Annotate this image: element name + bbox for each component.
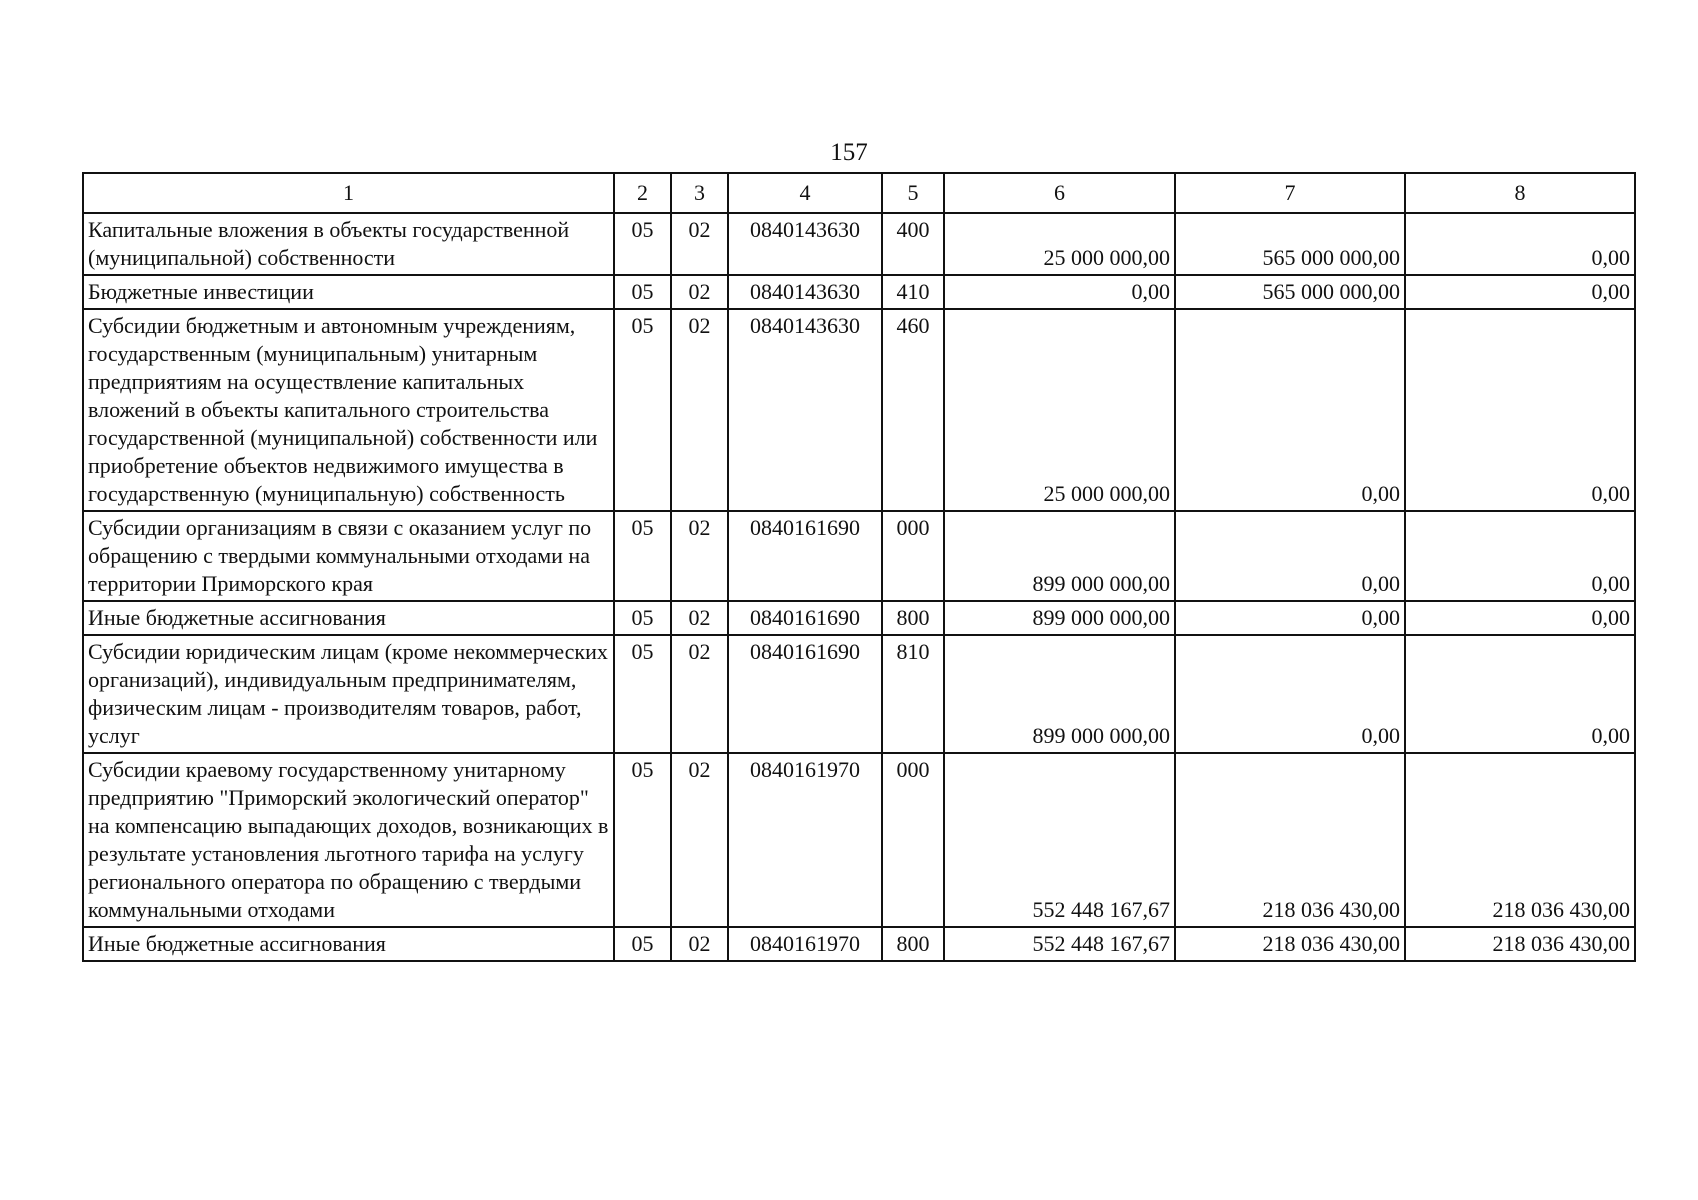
row-name: Субсидии организациям в связи с оказанием услуг по обращению с твердыми коммунальными отходами на территории Приморского края <box>83 511 614 601</box>
row-amount-7: 0,00 <box>1175 309 1405 511</box>
header-row <box>83 173 1635 213</box>
row-type: 410 <box>882 275 944 309</box>
row-name: Иные бюджетные ассигнования <box>83 927 614 961</box>
row-subsection: 02 <box>671 753 728 927</box>
row-target: 0840161690 <box>728 635 882 753</box>
row-subsection: 02 <box>671 511 728 601</box>
row-amount-7: 0,00 <box>1175 511 1405 601</box>
row-amount-7: 0,00 <box>1175 635 1405 753</box>
row-section: 05 <box>614 753 671 927</box>
row-amount-8: 218 036 430,00 <box>1405 753 1635 927</box>
row-target: 0840161970 <box>728 927 882 961</box>
row-type: 800 <box>882 927 944 961</box>
row-amount-6: 899 000 000,00 <box>944 511 1175 601</box>
table-row <box>83 511 1635 601</box>
row-type: 400 <box>882 213 944 275</box>
row-subsection: 02 <box>671 927 728 961</box>
row-subsection: 02 <box>671 601 728 635</box>
row-subsection: 02 <box>671 635 728 753</box>
table-row <box>83 213 1635 275</box>
budget-table <box>82 172 1636 962</box>
row-subsection: 02 <box>671 275 728 309</box>
page-number: 157 <box>830 139 868 166</box>
row-name: Субсидии бюджетным и автономным учреждениям, государственным (муниципальным) унитарным предприятиям на осуществление капитальных вложений в объекты капитального строительства государственной (муниципальной) собственности или приобретение объектов недвижимого имущества в государственную (муниципальную) собственность <box>83 309 614 511</box>
row-section: 05 <box>614 275 671 309</box>
row-name: Бюджетные инвестиции <box>83 275 614 309</box>
header-col-2: 2 <box>614 173 671 213</box>
row-type: 810 <box>882 635 944 753</box>
row-amount-7: 0,00 <box>1175 601 1405 635</box>
table-row <box>83 753 1635 927</box>
header-col-4: 4 <box>728 173 882 213</box>
row-target: 0840161970 <box>728 753 882 927</box>
table-row <box>83 601 1635 635</box>
row-name: Субсидии юридическим лицам (кроме некоммерческих организаций), индивидуальным предпринимателям, физическим лицам - производителям товаров, работ, услуг <box>83 635 614 753</box>
table-row <box>83 309 1635 511</box>
row-section: 05 <box>614 635 671 753</box>
row-section: 05 <box>614 927 671 961</box>
row-section: 05 <box>614 601 671 635</box>
row-amount-8: 0,00 <box>1405 213 1635 275</box>
row-amount-6: 899 000 000,00 <box>944 635 1175 753</box>
row-amount-8: 0,00 <box>1405 309 1635 511</box>
row-name: Капитальные вложения в объекты государственной (муниципальной) собственности <box>83 213 614 275</box>
row-type: 460 <box>882 309 944 511</box>
row-name: Иные бюджетные ассигнования <box>83 601 614 635</box>
row-amount-7: 218 036 430,00 <box>1175 927 1405 961</box>
row-amount-6: 552 448 167,67 <box>944 753 1175 927</box>
row-amount-7: 218 036 430,00 <box>1175 753 1405 927</box>
row-amount-6: 552 448 167,67 <box>944 927 1175 961</box>
header-col-8: 8 <box>1405 173 1635 213</box>
row-target: 0840143630 <box>728 275 882 309</box>
row-subsection: 02 <box>671 213 728 275</box>
row-target: 0840161690 <box>728 601 882 635</box>
row-type: 800 <box>882 601 944 635</box>
row-amount-8: 0,00 <box>1405 275 1635 309</box>
row-type: 000 <box>882 753 944 927</box>
table-row <box>83 275 1635 309</box>
row-section: 05 <box>614 213 671 275</box>
row-amount-6: 25 000 000,00 <box>944 213 1175 275</box>
row-amount-7: 565 000 000,00 <box>1175 213 1405 275</box>
row-amount-6: 0,00 <box>944 275 1175 309</box>
table-row <box>83 927 1635 961</box>
row-subsection: 02 <box>671 309 728 511</box>
row-section: 05 <box>614 511 671 601</box>
row-target: 0840161690 <box>728 511 882 601</box>
header-col-1: 1 <box>83 173 614 213</box>
row-section: 05 <box>614 309 671 511</box>
row-target: 0840143630 <box>728 213 882 275</box>
row-amount-6: 899 000 000,00 <box>944 601 1175 635</box>
row-amount-6: 25 000 000,00 <box>944 309 1175 511</box>
row-type: 000 <box>882 511 944 601</box>
header-col-5: 5 <box>882 173 944 213</box>
row-amount-7: 565 000 000,00 <box>1175 275 1405 309</box>
header-col-6: 6 <box>944 173 1175 213</box>
header-col-3: 3 <box>671 173 728 213</box>
row-amount-8: 0,00 <box>1405 635 1635 753</box>
table-row <box>83 635 1635 753</box>
row-amount-8: 0,00 <box>1405 601 1635 635</box>
row-amount-8: 0,00 <box>1405 511 1635 601</box>
row-name: Субсидии краевому государственному унитарному предприятию "Приморский экологический оператор" на компенсацию выпадающих доходов, возникающих в результате установления льготного тарифа на услугу регионального оператора по обращению с твердыми коммунальными отходами <box>83 753 614 927</box>
row-amount-8: 218 036 430,00 <box>1405 927 1635 961</box>
header-col-7: 7 <box>1175 173 1405 213</box>
row-target: 0840143630 <box>728 309 882 511</box>
